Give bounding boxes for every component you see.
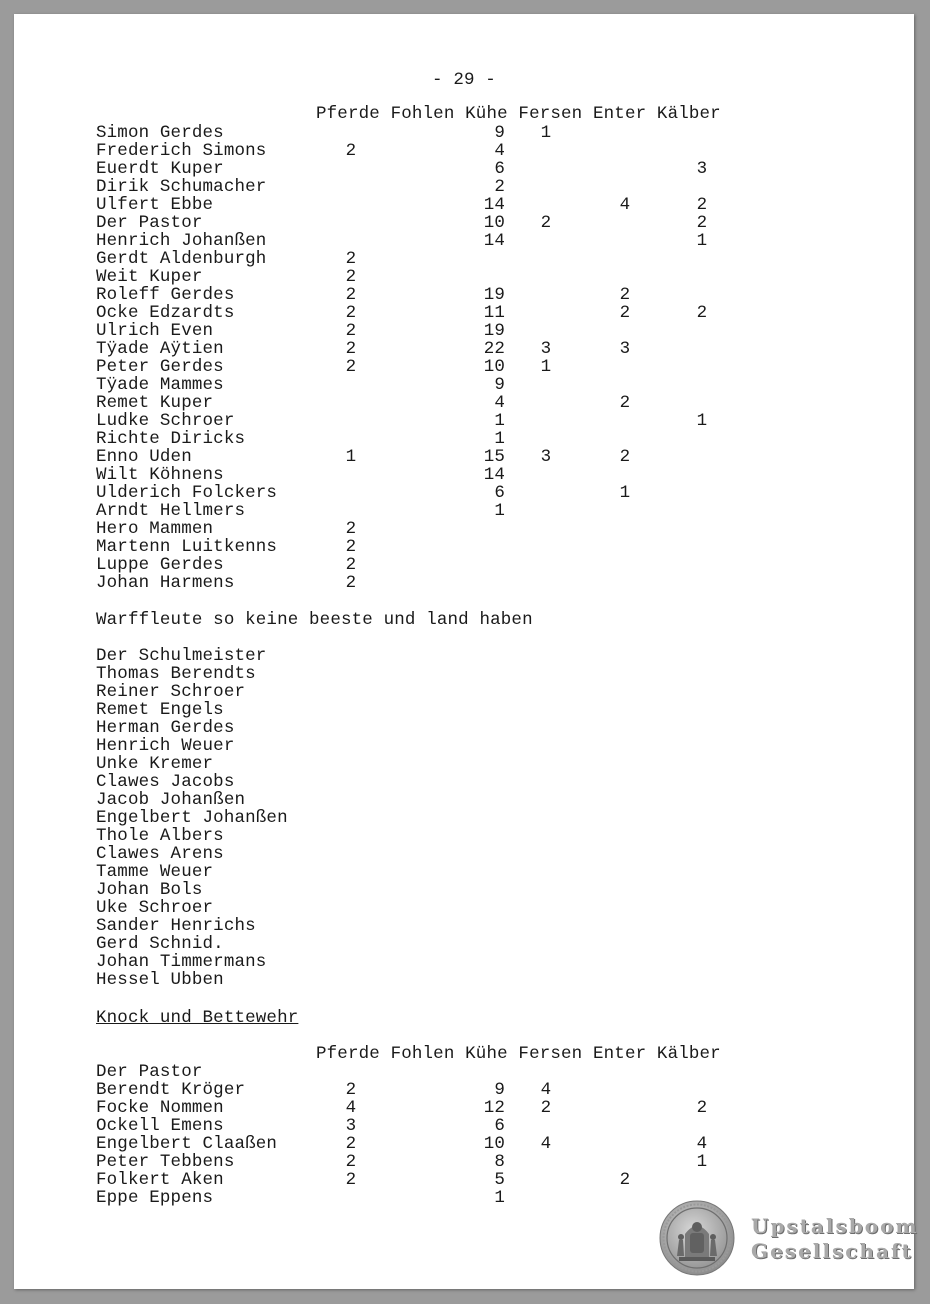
cell-kuehe: 9 — [494, 123, 505, 143]
row-name: Gerdt Aldenburgh — [96, 249, 267, 269]
list-item: Hessel Ubben — [96, 970, 224, 990]
row-name: Weit Kuper — [96, 267, 203, 287]
cell-enter: 1 — [619, 483, 631, 503]
cell-fersen: 2 — [540, 213, 552, 233]
row-name: Der Pastor — [96, 213, 203, 233]
list-item: Sander Henrichs — [96, 916, 256, 936]
row-name: Frederich Simons — [96, 141, 267, 161]
list-item: Johan Timmermans — [96, 952, 267, 972]
cell-pferde: 2 — [345, 1170, 357, 1190]
cell-kaelber: 2 — [696, 195, 708, 215]
cell-kuehe: 9 — [494, 375, 505, 395]
cell-pferde: 2 — [345, 573, 357, 593]
cell-enter: 2 — [619, 393, 631, 413]
list-item: Thole Albers — [96, 826, 224, 846]
column-header-row — [316, 105, 721, 123]
cell-enter: 3 — [619, 339, 631, 359]
cell-kuehe: 1 — [494, 1188, 505, 1208]
row-name: Simon Gerdes — [96, 123, 224, 143]
cell-pferde: 2 — [345, 555, 357, 575]
cell-pferde: 2 — [345, 321, 357, 341]
cell-enter: 2 — [619, 285, 631, 305]
cell-kuehe: 4 — [494, 141, 505, 161]
cell-kuehe: 19 — [483, 321, 505, 341]
row-name: Der Pastor — [96, 1062, 203, 1082]
section-heading: Knock und Bettewehr — [96, 1008, 299, 1028]
cell-kaelber: 4 — [696, 1134, 708, 1154]
row-name: Henrich Johanßen — [96, 231, 267, 251]
list-item: Henrich Weuer — [96, 736, 235, 756]
cell-kuehe: 2 — [494, 177, 505, 197]
row-name: Enno Uden — [96, 447, 192, 467]
cell-kuehe: 10 — [483, 357, 505, 377]
cell-fersen: 2 — [540, 1098, 552, 1118]
cell-kuehe: 14 — [483, 195, 505, 215]
cell-kaelber: 3 — [696, 159, 708, 179]
row-name: Eppe Eppens — [96, 1188, 214, 1208]
row-name: Roleff Gerdes — [96, 285, 235, 305]
row-name: Euerdt Kuper — [96, 159, 224, 179]
cell-kuehe: 14 — [483, 465, 505, 485]
cell-kuehe: 10 — [483, 1134, 505, 1154]
row-name: Engelbert Claaßen — [96, 1134, 278, 1154]
header-kuehe: Kühe — [465, 104, 508, 124]
cell-pferde: 2 — [345, 519, 357, 539]
cell-kuehe: 19 — [483, 285, 505, 305]
cell-kaelber: 2 — [696, 303, 708, 323]
header-fohlen: Fohlen — [390, 1044, 455, 1064]
list-item: Reiner Schroer — [96, 682, 246, 702]
row-name: Hero Mammen — [96, 519, 214, 539]
cell-fersen: 1 — [540, 123, 552, 143]
list-item: Johan Bols — [96, 880, 203, 900]
row-name: Johan Harmens — [96, 573, 235, 593]
cell-kuehe: 6 — [494, 159, 505, 179]
seal-icon — [659, 1200, 735, 1276]
header-kaelber: Kälber — [656, 1044, 721, 1064]
cell-kaelber: 1 — [696, 1152, 708, 1172]
row-name: Dirik Schumacher — [96, 177, 267, 197]
cell-kuehe: 6 — [494, 1116, 505, 1136]
cell-pferde: 2 — [345, 249, 357, 269]
cell-pferde: 2 — [345, 1134, 357, 1154]
cell-fersen: 3 — [540, 447, 552, 467]
row-name: Folkert Aken — [96, 1170, 224, 1190]
list-item: Tamme Weuer — [96, 862, 214, 882]
row-name: Ocke Edzardts — [96, 303, 235, 323]
document-page — [14, 14, 919, 1289]
warf-name-list — [96, 647, 288, 989]
list-item: Der Schulmeister — [96, 646, 267, 666]
header-pferde: Pferde — [316, 1044, 380, 1064]
cell-pferde: 2 — [345, 357, 357, 377]
cell-fersen: 4 — [540, 1134, 552, 1154]
row-name: Berendt Kröger — [96, 1080, 246, 1100]
row-name: Arndt Hellmers — [96, 501, 246, 521]
row-name: Ulrich Even — [96, 321, 214, 341]
cell-kuehe: 6 — [494, 483, 505, 503]
cell-pferde: 1 — [345, 447, 357, 467]
list-item: Thomas Berendts — [96, 664, 256, 684]
cell-kuehe: 10 — [483, 213, 505, 233]
row-name: Tÿade Aÿtien — [96, 339, 224, 359]
cell-enter: 2 — [619, 1170, 631, 1190]
cell-kuehe: 4 — [494, 393, 505, 413]
cell-enter: 2 — [619, 303, 631, 323]
row-name: Tÿade Mammes — [96, 375, 224, 395]
cell-kuehe: 9 — [494, 1080, 505, 1100]
list-item: Uke Schroer — [96, 898, 214, 918]
cell-kuehe: 22 — [483, 339, 505, 359]
header-fohlen: Fohlen — [390, 104, 455, 124]
cell-enter: 4 — [619, 195, 631, 215]
page-number: - 29 - — [432, 70, 496, 90]
cell-pferde: 2 — [345, 267, 357, 287]
cell-kuehe: 14 — [483, 231, 505, 251]
cell-kaelber: 2 — [696, 1098, 708, 1118]
cell-pferde: 2 — [345, 339, 357, 359]
row-name: Martenn Luitkenns — [96, 537, 278, 557]
warf-heading: Warffleute so keine beeste und land haben — [96, 610, 533, 630]
header-enter: Enter — [593, 104, 647, 124]
row-name: Peter Tebbens — [96, 1152, 235, 1172]
cell-kuehe: 5 — [494, 1170, 505, 1190]
logo-line-2: Gesellschaft — [751, 1239, 913, 1263]
cell-pferde: 2 — [345, 285, 357, 305]
row-name: Luppe Gerdes — [96, 555, 224, 575]
society-logo — [659, 1200, 919, 1280]
cell-kuehe: 1 — [494, 411, 505, 431]
list-item: Remet Engels — [96, 700, 224, 720]
cell-kuehe: 15 — [483, 447, 505, 467]
header-kaelber: Kälber — [656, 104, 721, 124]
list-item: Clawes Jacobs — [96, 772, 235, 792]
cell-kuehe: 1 — [494, 429, 505, 449]
header-fersen: Fersen — [518, 104, 583, 124]
cell-kaelber: 1 — [696, 231, 708, 251]
cell-kuehe: 8 — [494, 1152, 505, 1172]
cell-pferde: 4 — [345, 1098, 357, 1118]
logo-text — [751, 1214, 919, 1264]
list-item: Unke Kremer — [96, 754, 214, 774]
row-name: Peter Gerdes — [96, 357, 224, 377]
row-name: Wilt Köhnens — [96, 465, 224, 485]
list-item: Gerd Schnid. — [96, 934, 224, 954]
cell-pferde: 2 — [345, 303, 357, 323]
list-item: Herman Gerdes — [96, 718, 235, 738]
header-enter: Enter — [593, 1044, 647, 1064]
cell-fersen: 4 — [540, 1080, 552, 1100]
cell-pferde: 2 — [345, 537, 357, 557]
cell-kaelber: 2 — [696, 213, 708, 233]
cell-enter: 2 — [619, 447, 631, 467]
row-name: Richte Diricks — [96, 429, 246, 449]
header-kuehe: Kühe — [465, 1044, 508, 1064]
row-name: Ulfert Ebbe — [96, 195, 214, 215]
cell-pferde: 3 — [345, 1116, 357, 1136]
cell-kaelber: 1 — [696, 411, 708, 431]
cell-fersen: 3 — [540, 339, 552, 359]
cell-pferde: 2 — [345, 141, 357, 161]
list-item: Clawes Arens — [96, 844, 224, 864]
cell-pferde: 2 — [345, 1080, 357, 1100]
cell-kuehe: 11 — [483, 303, 505, 323]
row-name: Remet Kuper — [96, 393, 214, 413]
list-item: Engelbert Johanßen — [96, 808, 288, 828]
cell-fersen: 1 — [540, 357, 552, 377]
row-name: Focke Nommen — [96, 1098, 224, 1118]
row-name: Ulderich Folckers — [96, 483, 278, 503]
column-header-row-2 — [316, 1045, 721, 1063]
cell-kuehe: 1 — [494, 501, 505, 521]
cell-kuehe: 12 — [483, 1098, 505, 1118]
header-pferde: Pferde — [316, 104, 380, 124]
cell-pferde: 2 — [345, 1152, 357, 1172]
row-name: Ockell Emens — [96, 1116, 224, 1136]
logo-line-1: Upstalsboom — [751, 1214, 919, 1238]
row-name: Ludke Schroer — [96, 411, 235, 431]
list-item: Jacob Johanßen — [96, 790, 246, 810]
header-fersen: Fersen — [518, 1044, 583, 1064]
